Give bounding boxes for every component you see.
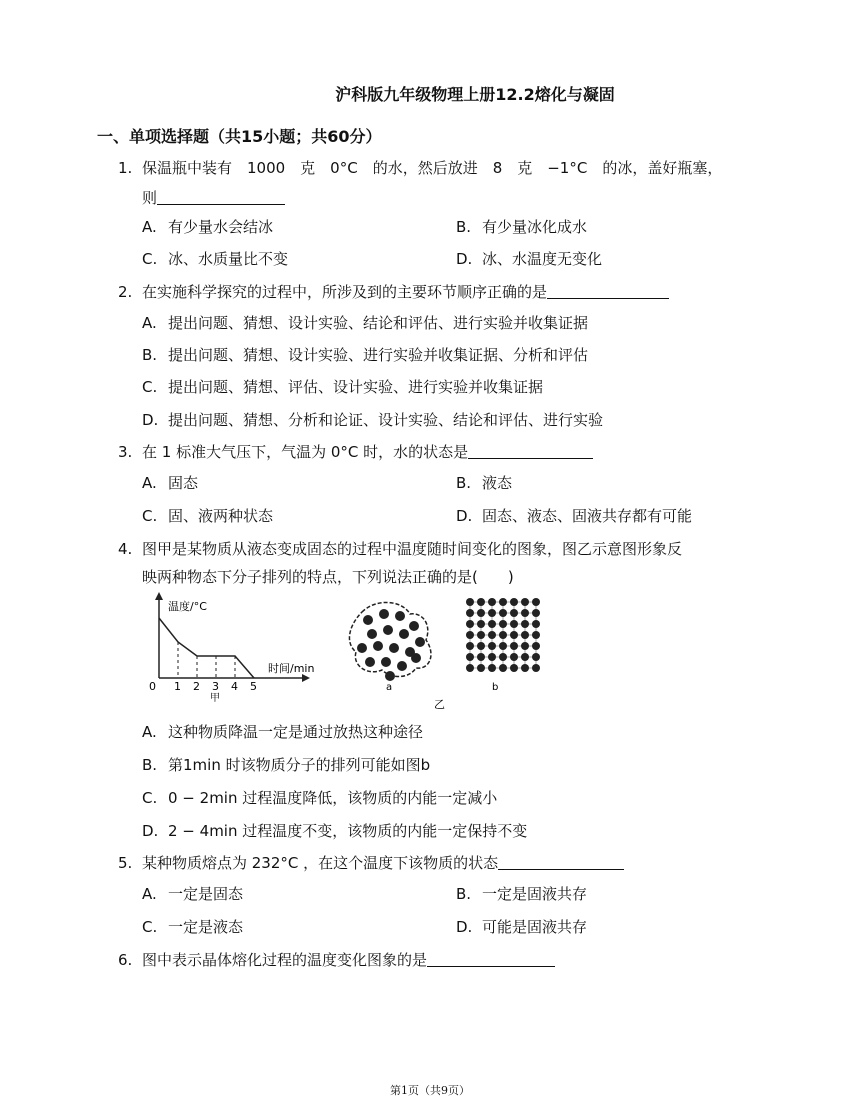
option-label: D. — [142, 822, 159, 840]
molecule — [477, 598, 485, 606]
option-text: 冰、水温度无变化 — [482, 250, 603, 268]
option-label: A. — [142, 314, 157, 332]
molecule — [395, 611, 405, 621]
option-text: 提出问题、猜想、分析和论证、设计实验、结论和评估、进行实验 — [168, 411, 604, 429]
option-label: B. — [456, 885, 472, 903]
temperature-time-graph — [149, 592, 314, 704]
molecule — [499, 631, 507, 639]
answer-blank[interactable] — [157, 188, 285, 205]
molecule — [499, 609, 507, 617]
diagram-a-label: a — [386, 682, 393, 693]
molecule — [521, 609, 529, 617]
option-text: 可能是固液共存 — [482, 918, 588, 936]
molecule — [477, 609, 485, 617]
molecule — [411, 653, 421, 663]
option-label: A. — [142, 885, 157, 903]
molecule — [477, 653, 485, 661]
tick-5: 5 — [250, 680, 257, 693]
option-a[interactable] — [142, 216, 273, 237]
molecule — [357, 643, 367, 653]
molecule — [477, 664, 485, 672]
section-heading: 一、单项选择题（共15小题；共60分） — [97, 127, 382, 146]
option-c[interactable] — [142, 376, 543, 397]
molecule — [466, 609, 474, 617]
option-text: 提出问题、猜想、评估、设计实验、进行实验并收集证据 — [168, 378, 544, 396]
question-number: 2. — [118, 283, 133, 301]
graph-jia-label: 甲 — [210, 693, 220, 704]
molecule — [521, 631, 529, 639]
option-text: 固、液两种状态 — [168, 507, 274, 525]
tick-0: 0 — [149, 680, 156, 693]
molecule — [499, 620, 507, 628]
molecules-b — [466, 598, 540, 672]
question-text-cont: 映两种物态下分子排列的特点，下列说法正确的是( ) — [142, 568, 514, 586]
option-d[interactable] — [142, 820, 527, 841]
option-label: C. — [142, 918, 158, 936]
molecule — [477, 631, 485, 639]
x-axis-label: 时间/min — [268, 662, 315, 675]
question-text: 图甲是某物质从液态变成固态的过程中温度随时间变化的图象，图乙示意图形象反 — [142, 540, 683, 558]
molecule — [510, 598, 518, 606]
molecule — [385, 671, 395, 681]
option-text: 0 − 2min 过程温度降低，该物质的内能一定减小 — [168, 789, 498, 807]
molecule — [488, 653, 496, 661]
molecule — [365, 657, 375, 667]
option-label: D. — [456, 918, 473, 936]
molecule — [488, 642, 496, 650]
option-text: 有少量水会结冰 — [168, 218, 274, 236]
molecule — [532, 598, 540, 606]
molecule — [532, 664, 540, 672]
molecule — [488, 598, 496, 606]
molecule — [532, 609, 540, 617]
molecule — [466, 631, 474, 639]
molecule — [477, 620, 485, 628]
option-text: 2 − 4min 过程温度不变，该物质的内能一定保持不变 — [168, 822, 528, 840]
molecule — [510, 653, 518, 661]
question-6 — [118, 950, 555, 970]
cooling-curve — [159, 618, 254, 678]
answer-blank[interactable] — [547, 282, 669, 299]
molecule — [363, 615, 373, 625]
option-a[interactable] — [142, 883, 243, 904]
option-label: B. — [142, 346, 158, 364]
question-4-continuation — [142, 566, 514, 587]
page-title: 沪科版九年级物理上册12.2熔化与凝固 — [335, 85, 615, 104]
molecule-diagram-b — [466, 598, 540, 693]
molecule — [499, 642, 507, 650]
option-label: B. — [456, 218, 472, 236]
option-d[interactable] — [456, 505, 692, 526]
option-c[interactable] — [142, 248, 288, 269]
y-axis-arrow — [155, 592, 163, 600]
molecule — [521, 653, 529, 661]
question-number: 6. — [118, 951, 133, 969]
option-a[interactable] — [142, 472, 198, 493]
option-label: D. — [456, 507, 473, 525]
option-label: D. — [456, 250, 473, 268]
molecule — [379, 609, 389, 619]
option-b[interactable] — [142, 344, 588, 365]
option-label: A. — [142, 218, 157, 236]
molecule — [499, 598, 507, 606]
molecule-diagram-a — [349, 602, 431, 693]
tick-3: 3 — [212, 680, 219, 693]
molecule — [466, 598, 474, 606]
question-number: 3. — [118, 443, 133, 461]
tick-4: 4 — [231, 680, 238, 693]
option-label: A. — [142, 474, 157, 492]
molecule — [367, 629, 377, 639]
option-label: C. — [142, 250, 158, 268]
molecule — [466, 642, 474, 650]
molecule — [521, 620, 529, 628]
figure-svg — [140, 590, 620, 710]
question-text: 图中表示晶体熔化过程的温度变化图象的是 — [142, 951, 428, 969]
diagram-yi-label: 乙 — [434, 698, 445, 710]
option-text: 有少量冰化成水 — [482, 218, 588, 236]
molecule — [383, 625, 393, 635]
option-d[interactable] — [456, 248, 602, 269]
option-text: 液态 — [482, 474, 513, 492]
option-a[interactable] — [142, 721, 423, 742]
option-label: A. — [142, 723, 157, 741]
molecule — [510, 620, 518, 628]
molecule — [477, 642, 485, 650]
option-text: 固态 — [168, 474, 199, 492]
molecule — [532, 642, 540, 650]
option-label: C. — [142, 789, 158, 807]
option-b[interactable] — [456, 216, 587, 237]
option-c[interactable] — [142, 505, 273, 526]
option-label: D. — [142, 411, 159, 429]
option-text: 第1min 时该物质分子的排列可能如图b — [168, 756, 431, 774]
molecule — [510, 631, 518, 639]
molecule — [466, 664, 474, 672]
answer-blank[interactable] — [498, 853, 624, 870]
molecule — [373, 641, 383, 651]
option-text: 提出问题、猜想、设计实验、结论和评估、进行实验并收集证据 — [168, 314, 589, 332]
molecule — [415, 637, 425, 647]
question-5 — [118, 853, 624, 873]
option-label: B. — [456, 474, 472, 492]
question-number: 4. — [118, 540, 133, 558]
molecule — [510, 642, 518, 650]
option-text: 一定是液态 — [168, 918, 244, 936]
option-text: 冰、水质量比不变 — [168, 250, 289, 268]
option-label: B. — [142, 756, 158, 774]
question-4 — [118, 539, 682, 559]
tick-2: 2 — [193, 680, 200, 693]
molecule — [532, 631, 540, 639]
question-text: 保温瓶中装有 1000 克 0°C 的水，然后放进 8 克 −1°C 的冰，盖好瓶塞， — [142, 159, 723, 177]
molecule — [488, 631, 496, 639]
molecule — [488, 620, 496, 628]
molecule — [499, 653, 507, 661]
question-number: 5. — [118, 854, 133, 872]
tick-1: 1 — [174, 680, 181, 693]
question-3 — [118, 442, 593, 462]
molecule — [381, 657, 391, 667]
molecule — [389, 643, 399, 653]
question-text: 在实施科学探究的过程中，所涉及到的主要环节顺序正确的是 — [142, 283, 548, 301]
question-text: 在 1 标准大气压下，气温为 0°C 时，水的状态是 — [142, 443, 469, 461]
option-b[interactable] — [142, 754, 430, 775]
molecule — [488, 664, 496, 672]
molecule — [399, 629, 409, 639]
question-1-continuation — [142, 187, 285, 208]
answer-blank[interactable] — [468, 442, 593, 459]
molecule — [521, 664, 529, 672]
option-text: 这种物质降温一定是通过放热这种途径 — [168, 723, 424, 741]
option-c[interactable] — [142, 787, 497, 808]
option-label: C. — [142, 378, 158, 396]
option-text: 提出问题、猜想、设计实验、进行实验并收集证据、分析和评估 — [168, 346, 589, 364]
molecule — [488, 609, 496, 617]
question-4-figure — [140, 590, 620, 710]
option-a[interactable] — [142, 312, 588, 333]
option-text: 一定是固液共存 — [482, 885, 588, 903]
answer-blank[interactable] — [427, 950, 555, 967]
molecule — [532, 620, 540, 628]
option-d[interactable] — [142, 409, 603, 430]
x-axis-arrow — [302, 674, 310, 682]
diagram-b-label: b — [492, 682, 499, 693]
molecule — [397, 661, 407, 671]
molecule — [499, 664, 507, 672]
molecule — [521, 598, 529, 606]
question-text: 某种物质熔点为 232°C ，在这个温度下该物质的状态 — [142, 854, 499, 872]
option-b[interactable] — [456, 883, 587, 904]
option-d[interactable] — [456, 916, 587, 937]
option-label: C. — [142, 507, 158, 525]
y-axis-label: 温度/°C — [168, 600, 207, 613]
molecule — [510, 664, 518, 672]
option-c[interactable] — [142, 916, 243, 937]
molecule — [532, 653, 540, 661]
molecule — [466, 653, 474, 661]
molecule — [510, 609, 518, 617]
question-1 — [118, 158, 722, 178]
question-number: 1. — [118, 159, 133, 177]
option-b[interactable] — [456, 472, 512, 493]
question-2 — [118, 282, 669, 302]
molecule — [409, 621, 419, 631]
option-text: 一定是固态 — [168, 885, 244, 903]
molecule — [521, 642, 529, 650]
option-text: 固态、液态、固液共存都有可能 — [482, 507, 693, 525]
molecule — [466, 620, 474, 628]
question-text-cont: 则 — [142, 189, 158, 207]
page-footer: 第1页（共9页） — [390, 1084, 470, 1097]
